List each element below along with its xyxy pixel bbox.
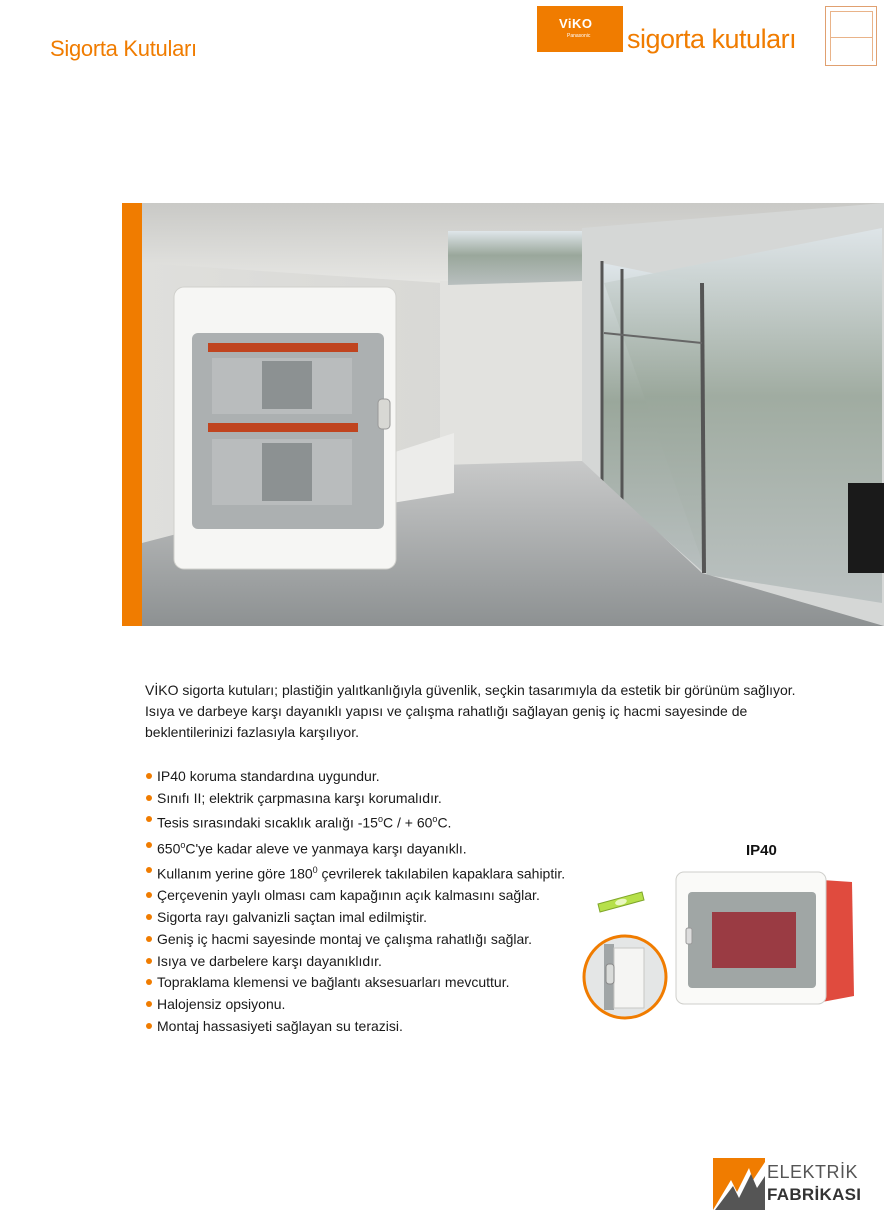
bullet-icon bbox=[146, 816, 152, 822]
list-item bbox=[145, 885, 565, 907]
feature-text: C. bbox=[437, 815, 452, 832]
ip40-fuse-box-image bbox=[672, 868, 860, 1008]
bullet-icon bbox=[146, 914, 152, 920]
bullet-icon bbox=[146, 867, 152, 873]
list-item bbox=[145, 907, 565, 929]
bullet-icon bbox=[146, 892, 152, 898]
superscript: o bbox=[377, 814, 383, 825]
feature-text: 650 bbox=[157, 840, 181, 857]
bullet-icon bbox=[146, 1023, 152, 1029]
page-title: Sigorta Kutuları bbox=[50, 36, 197, 61]
feature-text: Tesis sırasındaki sıcaklık aralığı -15 bbox=[157, 815, 378, 832]
list-item bbox=[145, 1016, 565, 1038]
panasonic-logo-text: Panasonic bbox=[567, 33, 591, 39]
bullet-icon bbox=[146, 842, 152, 848]
footer-line-2: FABRİKASI bbox=[767, 1185, 862, 1204]
feature-text: C'ye kadar aleve ve yanmaya karşı dayanıklı. bbox=[185, 840, 467, 857]
bullet-icon bbox=[146, 979, 152, 985]
spirit-level-icon bbox=[596, 890, 646, 914]
superscript: o bbox=[180, 839, 186, 850]
viko-logo-text: ViKO bbox=[559, 16, 593, 31]
feature-list bbox=[145, 766, 565, 1037]
list-item bbox=[145, 972, 565, 994]
lightning-logo-icon bbox=[713, 1158, 765, 1210]
feature-text: Isıya ve darbelere karşı dayanıklıdır. bbox=[157, 952, 382, 969]
feature-text: Montaj hassasiyeti sağlayan su terazisi. bbox=[157, 1017, 403, 1034]
intro-paragraph: VİKO sigorta kutuları; plastiğin yalıtkanlığıyla güvenlik, seçkin tasarımıyla da estetik bir görünüm sağlıyor. Isıya ve darbeye karşı dayanıklı yapısı ve çalışma rahatlığı sağlayan geniş iç hacmi sayesinde de beklentilerinizi fazlasıyla karşılıyor. bbox=[145, 682, 796, 740]
feature-text: IP40 koruma standardına uygundur. bbox=[157, 768, 380, 784]
fuse-box-product bbox=[174, 287, 396, 569]
feature-text: Sigorta rayı galvanizli saçtan imal edilmiştir. bbox=[157, 909, 427, 926]
hero-image bbox=[122, 203, 884, 626]
bullet-icon bbox=[146, 1001, 152, 1007]
accent-stripe bbox=[122, 203, 142, 626]
bullet-icon bbox=[146, 958, 152, 964]
footer-line-1: ELEKTRİK bbox=[767, 1162, 859, 1182]
ip40-label: IP40 bbox=[746, 842, 777, 859]
superscript: 0 bbox=[312, 865, 318, 876]
feature-text: çevrilerek takılabilen kapaklara sahiptir. bbox=[317, 865, 566, 882]
list-item bbox=[145, 860, 565, 885]
feature-text: C / + 60 bbox=[383, 815, 433, 832]
bullet-icon bbox=[146, 773, 152, 779]
feature-text: Sınıfı II; elektrik çarpmasına karşı korumalıdır. bbox=[157, 789, 442, 806]
fuse-box-outline-icon bbox=[825, 6, 877, 66]
hinge-detail-image bbox=[582, 934, 668, 1020]
bullet-icon bbox=[146, 795, 152, 801]
brand-title: sigorta kutuları bbox=[627, 24, 797, 54]
list-item bbox=[145, 951, 565, 973]
feature-text: Geniş iç hacmi sayesinde montaj ve çalışma rahatlığı sağlar. bbox=[157, 930, 533, 947]
list-item bbox=[145, 788, 565, 810]
superscript: o bbox=[432, 814, 438, 825]
list-item bbox=[145, 994, 565, 1016]
viko-logo bbox=[537, 6, 623, 52]
elektrik-fabrikasi-logo bbox=[713, 1158, 873, 1210]
list-item bbox=[145, 929, 565, 951]
list-item bbox=[145, 809, 565, 834]
brand-header bbox=[537, 6, 877, 74]
feature-text: Çerçevenin yaylı olması cam kapağının açık kalmasını sağlar. bbox=[157, 887, 540, 904]
list-item bbox=[145, 766, 565, 788]
list-item bbox=[145, 835, 565, 860]
feature-text: Halojensiz opsiyonu. bbox=[157, 996, 286, 1012]
bullet-icon bbox=[146, 936, 152, 942]
room-photo bbox=[142, 203, 884, 626]
feature-text: Kullanım yerine göre 180 bbox=[157, 865, 313, 882]
feature-text: Topraklama klemensi ve bağlantı aksesuarları mevcuttur. bbox=[157, 974, 510, 991]
